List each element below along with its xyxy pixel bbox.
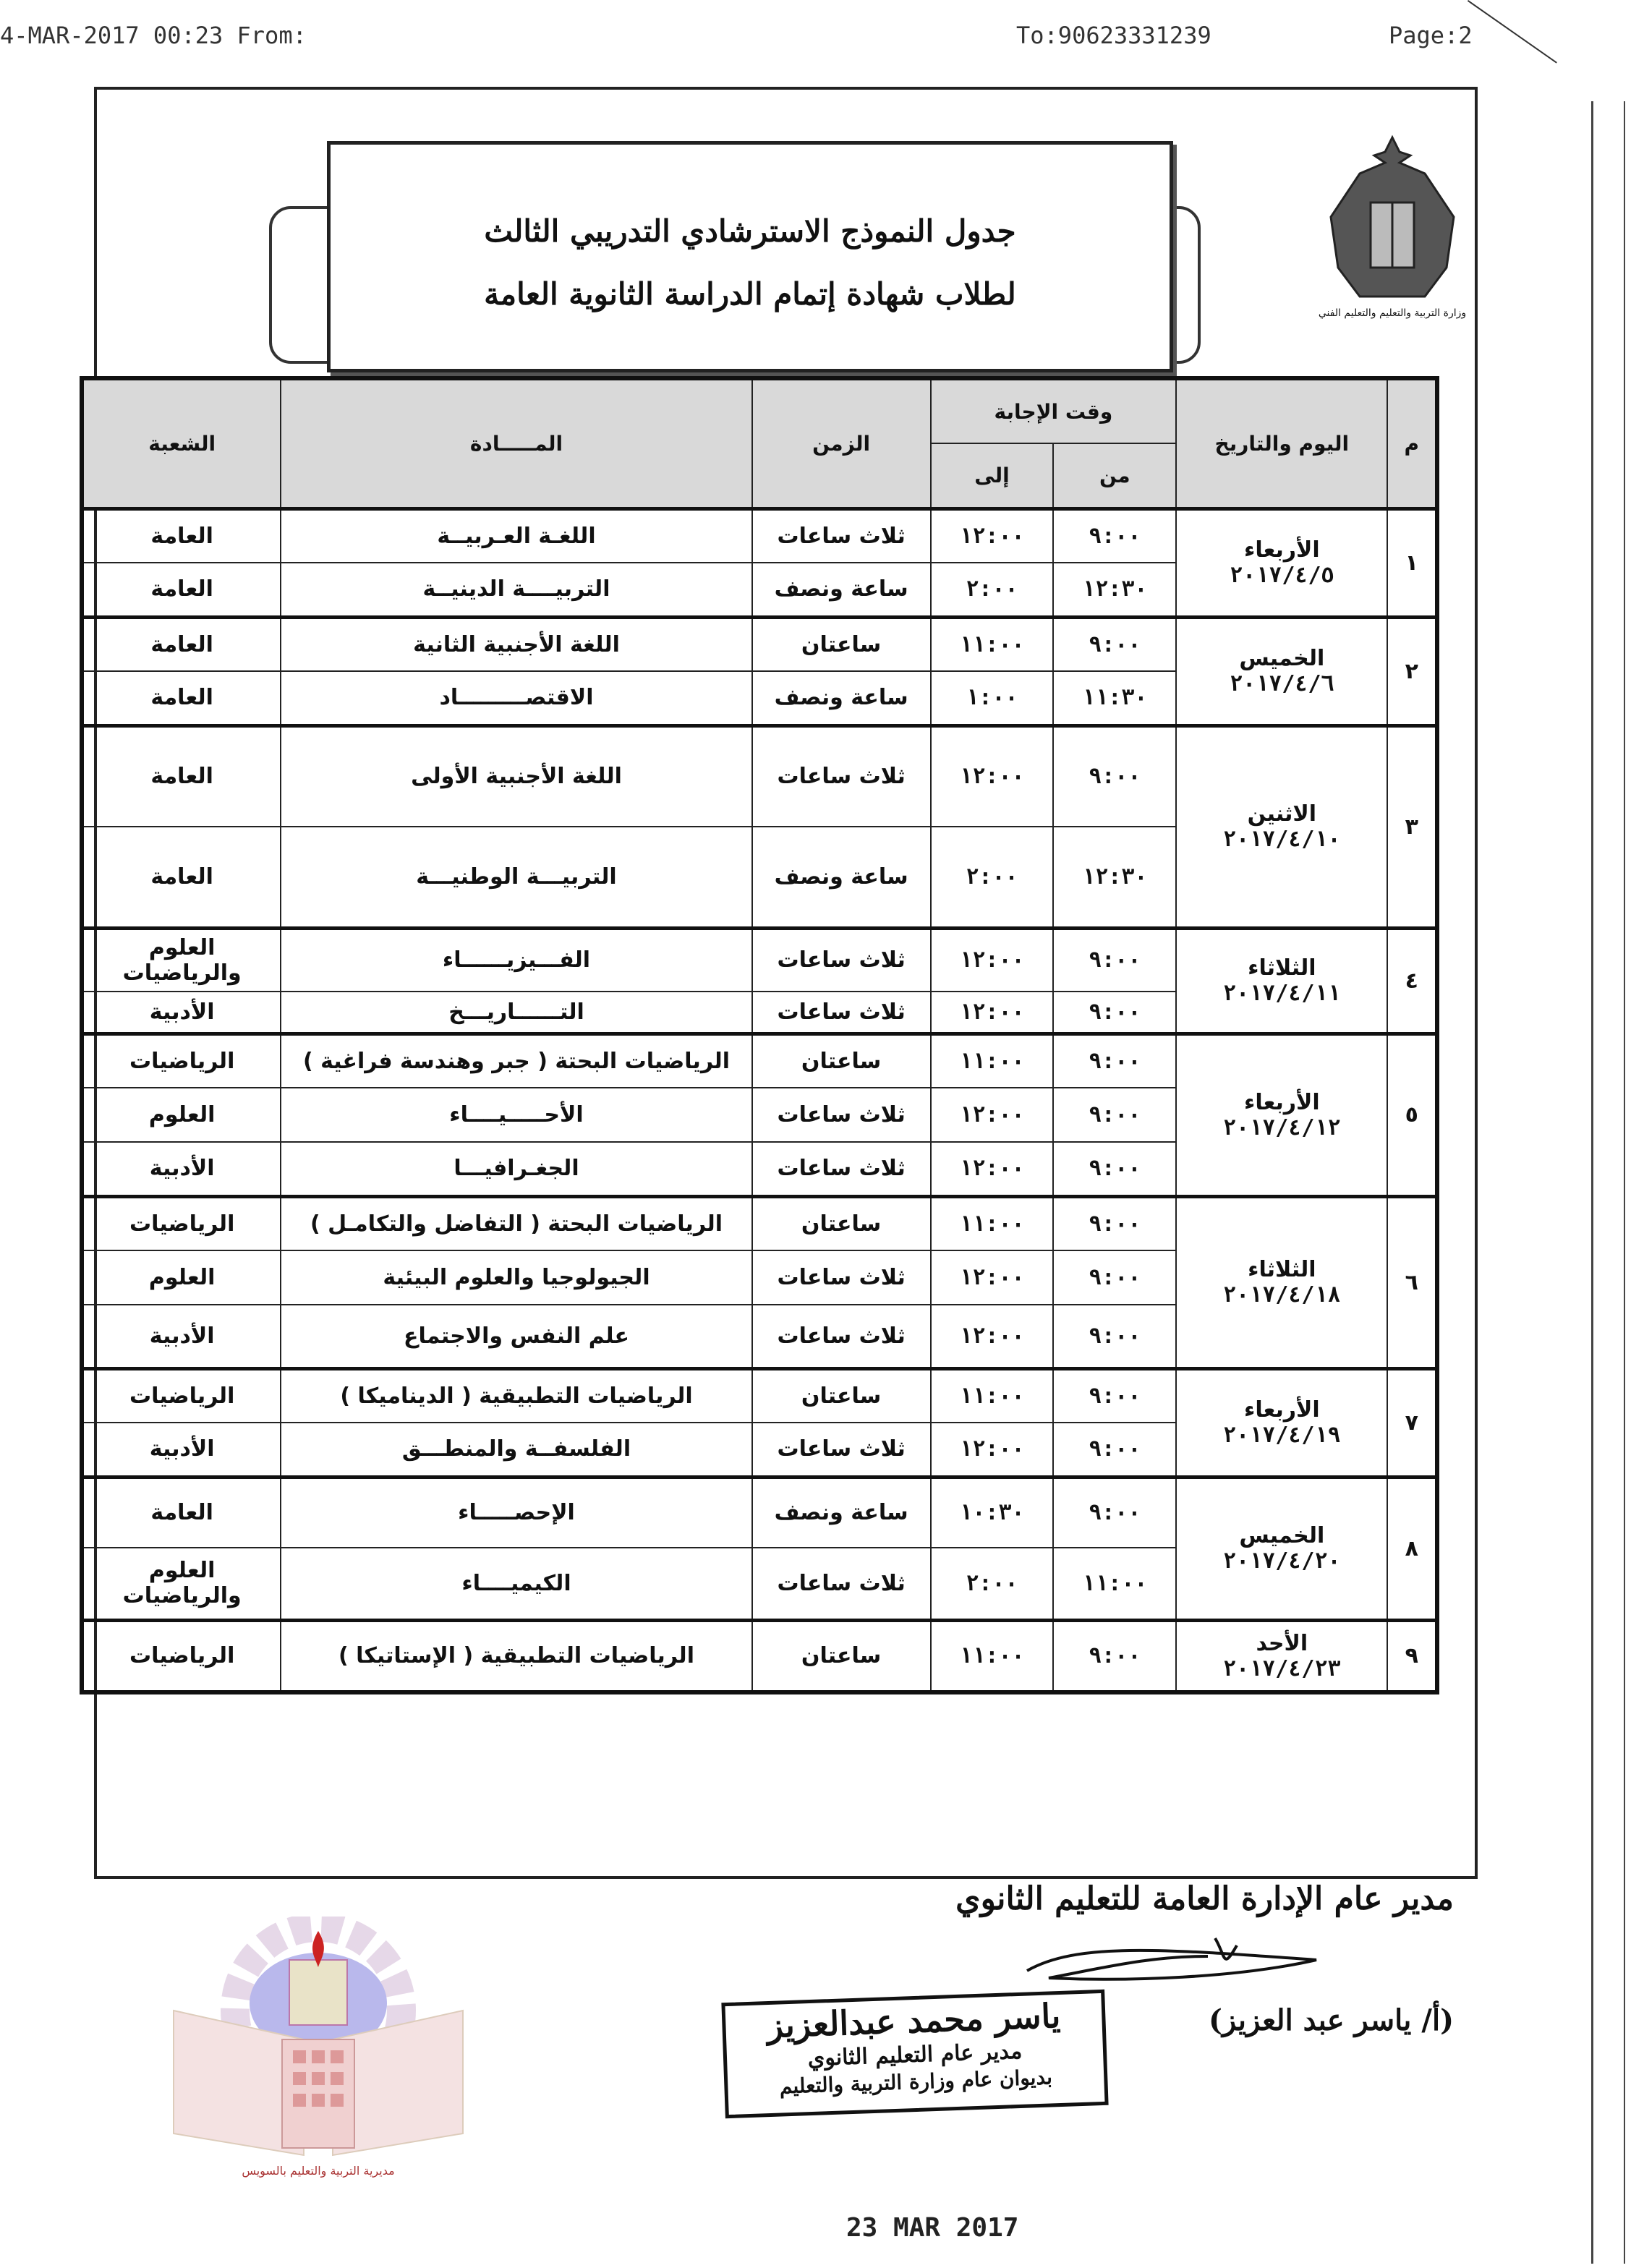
cell-num: ٢ — [1387, 617, 1437, 725]
cell-to: ١٢:٠٠ — [931, 1142, 1054, 1196]
cell-subject: الرياضيات البحتة ( التفاضل والتكامـل ) — [281, 1196, 751, 1250]
cell-division: العامة — [82, 508, 281, 563]
cell-from: ٩:٠٠ — [1053, 1250, 1176, 1305]
page-title: جدول النموذج الاسترشادي التدريبي الثالث — [484, 213, 1016, 249]
cell-from: ٩:٠٠ — [1053, 1477, 1176, 1548]
cell-to: ٢:٠٠ — [931, 827, 1054, 928]
cell-division: العامة — [82, 1477, 281, 1548]
cell-duration: ساعة ونصف — [752, 827, 931, 928]
cell-date: ٢٠١٧/٤/١٨ — [1223, 1282, 1341, 1308]
cell-division: الأدبية — [82, 1305, 281, 1368]
table-row — [82, 617, 1437, 671]
cell-num: ٧ — [1387, 1368, 1437, 1477]
cell-to: ٢:٠٠ — [931, 563, 1054, 617]
cell-num: ٣ — [1387, 725, 1437, 928]
cell-from: ٩:٠٠ — [1053, 617, 1176, 671]
table-row — [82, 725, 1437, 827]
cell-day: الأربعاء — [1243, 1089, 1320, 1115]
table-row — [82, 508, 1437, 563]
header-duration: الزمن — [752, 378, 931, 508]
cell-day-date — [1176, 725, 1387, 928]
cell-subject: اللغة الأجنبية الثانية — [281, 617, 751, 671]
cell-duration: ساعة ونصف — [752, 671, 931, 725]
cell-from: ١١:٣٠ — [1053, 671, 1176, 725]
stamp-name: ياسر محمد عبدالعزيز — [766, 1995, 1062, 2046]
cell-from: ٩:٠٠ — [1053, 1368, 1176, 1423]
cell-from: ٩:٠٠ — [1053, 992, 1176, 1033]
cell-to: ١١:٠٠ — [931, 617, 1054, 671]
cell-subject: اللغـة العـربيــة — [281, 508, 751, 563]
directorate-logo-icon — [159, 1917, 477, 2191]
signatory-name: (أ/ ياسر عبد العزيز) — [1208, 2003, 1454, 2037]
cell-num: ١ — [1387, 508, 1437, 617]
cell-division: العامة — [82, 671, 281, 725]
scan-mark-line — [1468, 0, 1557, 64]
cell-subject: الإحصـــــاء — [281, 1477, 751, 1548]
cell-duration: ساعتان — [752, 1620, 931, 1692]
cell-subject: الجغـرافيـــا — [281, 1142, 751, 1196]
cell-day: الخميس — [1239, 646, 1325, 671]
cell-day: الأربعاء — [1243, 1397, 1320, 1423]
cell-duration: ساعتان — [752, 1033, 931, 1088]
cell-division: الأدبية — [82, 1423, 281, 1477]
cell-to: ١٢:٠٠ — [931, 928, 1054, 992]
cell-division: العلوم — [82, 1088, 281, 1142]
cell-date: ٢٠١٧/٤/١١ — [1223, 981, 1341, 1006]
cell-duration: ساعتان — [752, 1196, 931, 1250]
cell-duration: ساعتان — [752, 1368, 931, 1423]
signatory-title: مدير عام الإدارة العامة للتعليم الثانوي — [955, 1880, 1454, 1917]
table-row — [82, 1033, 1437, 1088]
eagle-emblem-icon — [1316, 123, 1468, 333]
cell-date: ٢٠١٧/٤/١٩ — [1223, 1423, 1341, 1448]
cell-day-date — [1176, 508, 1387, 617]
cell-duration: ساعة ونصف — [752, 1477, 931, 1548]
cell-from: ٩:٠٠ — [1053, 508, 1176, 563]
cell-day-date — [1176, 1477, 1387, 1620]
cell-to: ١٠:٣٠ — [931, 1477, 1054, 1548]
cell-to: ١٢:٠٠ — [931, 1305, 1054, 1368]
cell-day: الأربعاء — [1243, 537, 1320, 563]
cell-to: ٢:٠٠ — [931, 1548, 1054, 1620]
cell-division: الرياضيات — [82, 1620, 281, 1692]
cell-subject: اللغة الأجنبية الأولى — [281, 725, 751, 827]
cell-from: ٩:٠٠ — [1053, 928, 1176, 992]
scan-edge-line — [1624, 101, 1625, 2264]
cell-day-date — [1176, 617, 1387, 725]
exam-schedule-table — [80, 376, 1439, 1694]
cell-day: الثلاثاء — [1248, 1257, 1316, 1282]
cell-duration: ثلاث ساعات — [752, 1305, 931, 1368]
cell-duration: ثلاث ساعات — [752, 725, 931, 827]
cell-subject: الجيولوجيا والعلوم البيئية — [281, 1250, 751, 1305]
cell-day: الاثنين — [1247, 801, 1317, 827]
cell-from: ٩:٠٠ — [1053, 1423, 1176, 1477]
cell-subject: الفلسفــة والمنطـــق — [281, 1423, 751, 1477]
cell-day: الأحد — [1256, 1630, 1308, 1656]
cell-subject: الرياضيات التطبيقية ( الإستاتيكا ) — [281, 1620, 751, 1692]
fax-header-left: 4-MAR-2017 00:23 From: — [0, 22, 307, 49]
cell-from: ٩:٠٠ — [1053, 1305, 1176, 1368]
cell-division: الرياضيات — [82, 1368, 281, 1423]
cell-from: ٩:٠٠ — [1053, 1142, 1176, 1196]
cell-date: ٢٠١٧/٤/٦ — [1230, 671, 1334, 696]
cell-num: ٩ — [1387, 1620, 1437, 1692]
cell-duration: ثلاث ساعات — [752, 1142, 931, 1196]
cell-day: الخميس — [1239, 1523, 1325, 1548]
cell-to: ١٢:٠٠ — [931, 725, 1054, 827]
cell-to: ١٢:٠٠ — [931, 992, 1054, 1033]
header-num: م — [1387, 378, 1437, 508]
cell-from: ١٢:٣٠ — [1053, 563, 1176, 617]
cell-division: الأدبية — [82, 1142, 281, 1196]
cell-subject: الرياضيات التطبيقية ( الديناميكا ) — [281, 1368, 751, 1423]
cell-from: ٩:٠٠ — [1053, 725, 1176, 827]
cell-day-date — [1176, 1196, 1387, 1368]
cell-duration: ساعتان — [752, 617, 931, 671]
fax-header-to: To:90623331239 — [1016, 22, 1211, 49]
cell-day-date — [1176, 1620, 1387, 1692]
official-stamp — [721, 1990, 1108, 2118]
cell-to: ١:٠٠ — [931, 671, 1054, 725]
emblem-caption: وزارة التربية والتعليم والتعليم الفني — [1318, 307, 1467, 319]
cell-date: ٢٠١٧/٤/١٠ — [1223, 827, 1341, 852]
cell-duration: ثلاث ساعات — [752, 1548, 931, 1620]
cell-subject: الرياضيات البحتة ( جبر وهندسة فراغية ) — [281, 1033, 751, 1088]
header-subject: المـــــادة — [281, 378, 751, 508]
cell-day-date — [1176, 1033, 1387, 1196]
cell-num: ٥ — [1387, 1033, 1437, 1196]
cell-from: ٩:٠٠ — [1053, 1620, 1176, 1692]
cell-to: ١٢:٠٠ — [931, 1423, 1054, 1477]
cell-subject: التــــــاريـــخ — [281, 992, 751, 1033]
fax-header-page: Page:2 — [1389, 22, 1473, 49]
cell-to: ١٢:٠٠ — [931, 1088, 1054, 1142]
cell-from: ٩:٠٠ — [1053, 1033, 1176, 1088]
header-division: الشعبة — [82, 378, 281, 508]
page-subtitle: لطلاب شهادة إتمام الدراسة الثانوية العامة — [484, 276, 1016, 312]
table-row — [82, 1477, 1437, 1548]
cell-date: ٢٠١٧/٤/٢٣ — [1223, 1655, 1341, 1681]
cell-duration: ثلاث ساعات — [752, 1250, 931, 1305]
table-row — [82, 1368, 1437, 1423]
cell-duration: ثلاث ساعات — [752, 1088, 931, 1142]
cell-to: ١٢:٠٠ — [931, 508, 1054, 563]
header-answer-time: وقت الإجابة — [931, 378, 1177, 443]
cell-division: العلوم — [82, 1250, 281, 1305]
cell-day-date — [1176, 1368, 1387, 1477]
cell-division: الأدبية — [82, 992, 281, 1033]
cell-from: ١١:٠٠ — [1053, 1548, 1176, 1620]
table-row — [82, 1196, 1437, 1250]
logo-caption: مديرية التربية والتعليم بالسويس — [242, 2164, 395, 2178]
cell-division: العامة — [82, 617, 281, 671]
cell-division: العامة — [82, 725, 281, 827]
cell-duration: ثلاث ساعات — [752, 1423, 931, 1477]
cell-division: الرياضيات — [82, 1033, 281, 1088]
cell-subject: الأحـــــيــــاء — [281, 1088, 751, 1142]
table-row — [82, 1620, 1437, 1692]
cell-duration: ساعة ونصف — [752, 563, 931, 617]
cell-date: ٢٠١٧/٤/١٢ — [1223, 1114, 1341, 1141]
header-to: إلى — [931, 443, 1054, 508]
cell-num: ٨ — [1387, 1477, 1437, 1620]
stamp-position: مدير عام التعليم الثانوي — [807, 2038, 1023, 2072]
cell-duration: ثلاث ساعات — [752, 508, 931, 563]
cell-subject: الكيميــــاء — [281, 1548, 751, 1620]
cell-from: ٩:٠٠ — [1053, 1196, 1176, 1250]
cell-duration: ثلاث ساعات — [752, 992, 931, 1033]
cell-duration: ثلاث ساعات — [752, 928, 931, 992]
cell-date: ٢٠١٧/٤/٥ — [1230, 563, 1334, 588]
cell-num: ٤ — [1387, 928, 1437, 1033]
cell-from: ٩:٠٠ — [1053, 1088, 1176, 1142]
cell-subject: علم النفس والاجتماع — [281, 1305, 751, 1368]
cell-from: ١٢:٣٠ — [1053, 827, 1176, 928]
cell-division: الرياضيات — [82, 1196, 281, 1250]
cell-to: ١١:٠٠ — [931, 1033, 1054, 1088]
cell-num: ٦ — [1387, 1196, 1437, 1368]
cell-subject: الفـــيزيــــــاء — [281, 928, 751, 992]
scan-edge-line — [1591, 101, 1593, 2264]
table-row — [82, 928, 1437, 992]
stamp-ministry: بديوان عام وزارة التربية والتعليم — [779, 2065, 1053, 2099]
cell-division: العلوم والرياضيات — [82, 1548, 281, 1620]
cell-day-date — [1176, 928, 1387, 1033]
cell-subject: الاقتصـــــــــاد — [281, 671, 751, 725]
cell-division: العامة — [82, 827, 281, 928]
cell-to: ١١:٠٠ — [931, 1196, 1054, 1250]
header-from: من — [1053, 443, 1176, 508]
cell-subject: التربيـــة الوطنيـــة — [281, 827, 751, 928]
cell-division: العلوم والرياضيات — [82, 928, 281, 992]
cell-day: الثلاثاء — [1248, 955, 1316, 981]
cell-to: ١٢:٠٠ — [931, 1250, 1054, 1305]
title-box — [327, 141, 1173, 372]
cell-date: ٢٠١٧/٤/٢٠ — [1223, 1548, 1341, 1574]
cell-to: ١١:٠٠ — [931, 1620, 1054, 1692]
received-date-stamp: 23 MAR 2017 — [846, 2213, 1019, 2243]
cell-to: ١١:٠٠ — [931, 1368, 1054, 1423]
schedule-body — [82, 508, 1437, 1692]
cell-subject: التربيــــة الدينيــة — [281, 563, 751, 617]
header-day-date: اليوم والتاريخ — [1176, 378, 1387, 508]
cell-division: العامة — [82, 563, 281, 617]
handwritten-signature-icon — [1020, 1927, 1324, 1992]
